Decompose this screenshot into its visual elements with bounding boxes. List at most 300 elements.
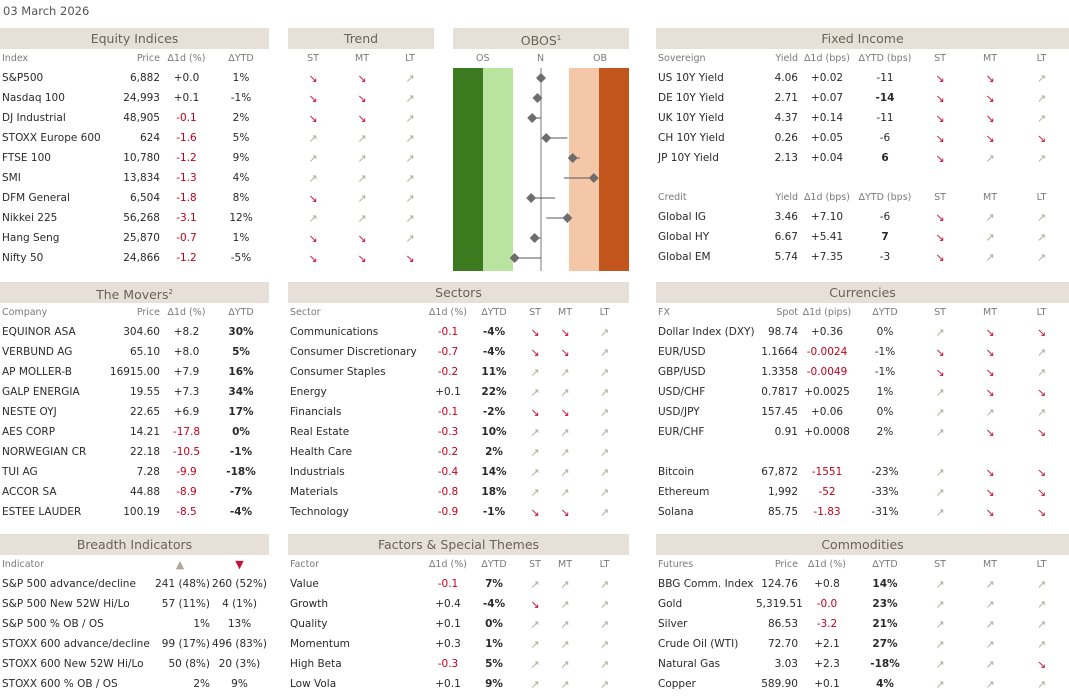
arrow-up-icon: ↗ [985,657,995,671]
trend-arrow-cell [914,148,966,168]
trend-arrow-cell [338,68,386,88]
trend-arrow-cell [914,322,966,342]
row-label: Industrials [290,466,345,478]
column-header: ∆YTD [228,307,254,318]
trend-arrow-cell [1014,207,1069,227]
cell-value: 241 (48%) [155,578,210,590]
trend-arrow-cell [288,128,338,148]
cell-value: 2% [193,678,210,690]
cell-value: +0.0 [173,72,200,84]
obos-ob-label: OB [593,53,607,64]
arrow-up-icon: ↗ [935,465,945,479]
row-label: STOXX 600 New 52W Hi/Lo [2,658,144,670]
column-header: ST [934,53,946,64]
trend-arrow-cell [1014,148,1069,168]
trend-arrow-cell [550,502,580,522]
cell-value: +7.10 [810,211,844,223]
arrow-down-icon: ↘ [1036,485,1047,499]
cell-value: +0.1 [173,92,200,104]
cell-value: +0.06 [810,406,844,418]
cell-value: -1% [230,92,252,104]
arrow-up-icon: ↗ [560,657,570,671]
trend-arrow-cell [914,482,966,502]
arrow-up-icon: ↗ [560,617,570,631]
trend-arrow-cell [914,614,966,634]
arrow-down-icon: ↘ [530,505,540,519]
row-label: Financials [290,406,342,418]
table-row [288,108,434,128]
cell-value: 25,870 [123,232,160,244]
trend-arrow-cell [550,614,580,634]
cell-value: 1% [876,386,894,398]
trend-arrow-cell [580,342,629,362]
table-row [288,88,434,108]
cell-value: -0.0024 [806,346,848,358]
column-header: MT [558,559,572,570]
obos-point-marker [530,233,540,243]
trend-arrow-cell [550,322,580,342]
obos-n-label: N [537,53,545,64]
trend-arrow-cell [914,594,966,614]
arrow-down-icon: ↘ [530,345,540,359]
row-label: UK 10Y Yield [658,112,725,124]
column-header: MT [983,559,997,570]
cell-value: 10,780 [123,152,160,164]
trend-arrow-cell [1014,342,1069,362]
table-row [288,402,629,422]
trend-arrow-cell [288,248,338,268]
column-header: ∆YTD [228,53,254,64]
cell-value: 20 (3%) [218,658,261,670]
trend-arrow-cell [914,422,966,442]
cell-value: 24,993 [123,92,160,104]
cell-value: 1.1664 [761,346,798,358]
trend-arrow-cell [550,402,580,422]
arrow-up-icon: ↗ [308,131,318,145]
trend-arrow-cell [288,88,338,108]
arrow-up-icon: ↗ [599,345,610,359]
table-row [0,594,269,614]
row-label: Crude Oil (WTI) [658,638,739,650]
arrow-up-icon: ↗ [1036,597,1047,611]
arrow-up-icon: ↗ [1036,111,1047,125]
cell-value: +0.05 [810,132,844,144]
arrow-up-icon: ↗ [530,365,540,379]
trend-arrow-cell [1014,402,1069,422]
trend-arrow-cell [966,594,1014,614]
cell-value: 2.13 [774,152,798,164]
trend-arrow-cell [520,322,550,342]
table-row [656,148,1069,168]
trend-arrow-cell [580,502,629,522]
arrow-down-icon: ↘ [935,210,945,224]
arrow-up-icon: ↗ [560,677,570,691]
arrow-up-icon: ↗ [405,91,415,105]
cell-value: 7% [485,578,503,590]
cell-value: 14.21 [129,426,160,438]
trend-arrow-cell [550,382,580,402]
arrow-down-icon: ↘ [985,91,995,105]
table-row [656,614,1069,634]
cell-value: 85.75 [767,506,798,518]
trend-arrow-cell [386,148,434,168]
arrow-up-icon: ↗ [935,577,945,591]
cell-value: -4% [482,346,506,358]
table-row [288,614,629,634]
column-header: Factor [290,559,320,570]
arrow-down-icon: ↘ [985,365,995,379]
arrow-up-icon: ↗ [985,597,995,611]
column-header: Sovereign [658,53,706,64]
cell-value: 16915.00 [109,366,160,378]
trend-arrow-cell [520,502,550,522]
arrow-up-icon: ↗ [935,657,945,671]
arrow-down-icon: ↘ [357,231,367,245]
cell-value: 56,268 [123,212,160,224]
arrow-down-icon: ↘ [560,405,570,419]
table-row [0,614,269,634]
trend-arrow-cell [966,654,1014,674]
column-header: LT [1036,559,1047,570]
cell-value: 1% [485,638,503,650]
row-label: SMI [2,172,21,184]
cell-value [756,442,798,462]
column-header: ∆YTD (bps) [858,53,912,64]
arrow-up-icon: ↗ [560,485,570,499]
table-row [0,128,269,148]
equity-indices-panel [0,28,269,268]
column-header-row [656,49,1069,68]
arrow-up-icon: ↗ [357,131,367,145]
trend-arrow-cell [580,402,629,422]
table-row [288,228,434,248]
cell-value: 5% [485,658,503,670]
arrow-down-icon: ↘ [308,111,318,125]
column-header-row [656,555,1069,574]
trend-arrow-cell [914,674,966,694]
arrow-down-icon: ↘ [560,345,570,359]
trend-arrow-cell [550,422,580,442]
column-header: ∆YTD [481,559,507,570]
empty-cell [966,442,1014,462]
row-label: Nikkei 225 [2,212,58,224]
cell-value: 9% [232,152,250,164]
column-header: Indicator [2,559,44,570]
trend-arrow-cell [966,422,1014,442]
trend-arrow-cell [1014,68,1069,88]
arrow-down-icon: ↘ [530,597,540,611]
row-label: Low Vola [290,678,337,690]
cell-value: -8.9 [176,486,197,498]
cell-value: 5% [232,346,250,358]
column-header: LT [1036,53,1047,64]
trend-arrow-cell [338,208,386,228]
table-row [656,654,1069,674]
arrow-up-icon: ↗ [935,485,945,499]
trend-arrow-cell [914,634,966,654]
arrow-up-icon: ↗ [599,577,610,591]
column-header: Futures [658,559,694,570]
cell-value: 0% [876,406,894,418]
cell-value: 30% [228,326,254,338]
row-label: Global EM [658,251,711,263]
arrow-down-icon: ↘ [985,71,995,85]
cell-value: 10% [481,426,507,438]
table-row [0,322,269,342]
movers-footnote-mark: 2 [168,288,173,296]
row-label: Growth [290,598,329,610]
table-row [656,342,1069,362]
row-label: VERBUND AG [2,346,73,358]
trend-arrow-cell [520,482,550,502]
arrow-up-icon: ↗ [560,577,570,591]
cell-value: -4% [229,506,253,518]
table-row [288,674,629,694]
trend-arrow-cell [966,108,1014,128]
arrow-up-icon: ↗ [405,171,415,185]
trend-arrow-cell [338,248,386,268]
cell-value: 6,882 [129,72,160,84]
trend-arrow-cell [966,88,1014,108]
table-row [288,442,629,462]
cell-value: 22.18 [129,446,160,458]
trend-arrow-cell [966,674,1014,694]
table-row [288,654,629,674]
cell-value: -0.1 [437,578,459,590]
trend-arrow-cell [580,654,629,674]
trend-arrow-cell [966,362,1014,382]
column-header: ∆1d (bps) [804,192,850,203]
cell-value: +0.3 [435,638,461,650]
table-row [0,188,269,208]
table-row [288,462,629,482]
table-row [656,88,1069,108]
cell-value: -5% [230,252,252,264]
column-header-row [656,188,1069,207]
trend-arrow-cell [520,614,550,634]
trend-arrow-cell [1014,462,1069,482]
cell-value: +5.41 [810,231,844,243]
arrow-up-icon: ↗ [599,365,610,379]
arrow-up-icon: ↗ [935,617,945,631]
cell-value: 13,834 [123,172,160,184]
row-label: STOXX 600 advance/decline [2,638,150,650]
arrow-down-icon: ↘ [1036,657,1047,671]
column-header-row [0,555,269,574]
trend-arrow-cell [386,188,434,208]
cell-value: -9.9 [176,466,197,478]
cell-value: +0.1 [814,678,840,690]
row-label: Natural Gas [658,658,721,670]
cell-value: -14 [875,92,895,104]
arrow-up-icon: ↗ [1036,71,1047,85]
column-header: Spot [776,307,798,318]
cell-value: -0.8 [437,486,459,498]
trend-arrow-cell [914,654,966,674]
os-band [483,68,513,271]
trend-arrow-cell [914,402,966,422]
cell-value: 4.37 [774,112,798,124]
cell-value: 9% [231,678,248,690]
trend-arrow-cell [386,168,434,188]
arrow-up-icon: ↗ [599,637,610,651]
arrow-up-icon: ↗ [308,211,318,225]
trend-arrow-cell [966,634,1014,654]
table-row [656,634,1069,654]
arrow-down-icon: ↘ [357,251,367,265]
cell-value: 22% [481,386,507,398]
trend-arrow-cell [1014,614,1069,634]
row-label: Copper [658,678,696,690]
cell-value: -23% [871,466,899,478]
row-label: Gold [658,598,683,610]
table-row [288,168,434,188]
cell-value: 22.65 [129,406,160,418]
arrow-up-icon: ↗ [599,505,610,519]
arrow-up-icon: ↗ [985,210,995,224]
trend-arrow-cell [520,442,550,462]
row-label: Materials [290,486,339,498]
trend-arrow-cell [550,594,580,614]
arrow-up-icon: ↗ [530,445,540,459]
arrow-up-icon: ↗ [935,385,945,399]
cell-value: 16% [228,366,254,378]
trend-arrow-cell [966,462,1014,482]
column-header: ∆1d (%) [808,559,846,570]
arrow-up-icon: ↗ [599,385,610,399]
cell-value [856,442,914,462]
column-header-row [656,303,1069,322]
table-row [0,574,269,594]
cell-value: 624 [139,132,160,144]
row-label: STOXX Europe 600 [2,132,101,144]
column-header: ST [934,559,946,570]
cell-value: -0.7 [176,232,197,244]
row-label: Energy [290,386,327,398]
row-label: S&P 500 advance/decline [2,578,136,590]
table-row [656,382,1069,402]
cell-value: 57 (11%) [161,598,210,610]
table-row [656,128,1069,148]
obos-title: OBOS [520,33,557,49]
table-row [0,402,269,422]
arrow-down-icon: ↘ [935,131,945,145]
column-header: ∆1d (%) [429,559,467,570]
cell-value: +8.0 [173,346,200,358]
cell-value: +2.3 [814,658,840,670]
trend-arrow-cell [580,362,629,382]
trend-arrow-cell [520,382,550,402]
row-label: Nasdaq 100 [2,92,65,104]
fixed-income-panel [656,28,1069,267]
trend-arrow-cell [914,108,966,128]
trend-arrow-cell [550,442,580,462]
arrow-up-icon: ↗ [599,597,610,611]
trend-arrow-cell [966,322,1014,342]
table-row [0,248,269,268]
trend-arrow-cell [288,208,338,228]
trend-arrow-cell [1014,674,1069,694]
arrow-up-icon: ↗ [599,325,610,339]
commodities-header: Commodities [656,534,1069,555]
arrow-up-icon: ↗ [530,425,540,439]
table-row [656,402,1069,422]
row-label: S&P 500 New 52W Hi/Lo [2,598,130,610]
arrow-up-icon: ↗ [985,230,995,244]
trend-arrow-cell [914,88,966,108]
arrow-down-icon: ↘ [405,251,415,265]
arrow-up-icon: ↗ [1036,345,1047,359]
cell-value: 24,866 [123,252,160,264]
cell-value: 14% [481,466,507,478]
row-label: Consumer Discretionary [290,346,417,358]
trend-arrow-cell [386,108,434,128]
cell-value: +8.2 [173,326,200,338]
column-header: LT [405,53,415,64]
row-label: ESTEE LAUDER [2,506,82,518]
cell-value: +2.1 [814,638,840,650]
table-row [0,654,269,674]
row-label: Ethereum [658,486,710,498]
trend-arrow-cell [914,247,966,267]
cell-value: -0.3 [437,426,459,438]
arrow-up-icon: ↗ [357,211,367,225]
column-header: ∆YTD [872,559,898,570]
currencies-panel [656,282,1069,522]
arrow-up-icon: ↗ [935,405,945,419]
arrow-up-icon: ↗ [599,425,610,439]
trend-arrow-cell [914,462,966,482]
column-header: Price [136,307,160,318]
ob-strong-band [599,68,629,271]
row-label: Health Care [290,446,353,458]
cell-value: 0.26 [774,132,798,144]
arrow-up-icon: ↗ [599,465,610,479]
arrow-up-icon: ↗ [530,657,540,671]
arrow-down-icon: ↘ [1036,505,1047,519]
row-label: Real Estate [290,426,350,438]
cell-value: +0.04 [810,152,844,164]
row-label: Dollar Index (DXY) [658,326,755,338]
trend-arrow-cell [386,228,434,248]
trend-arrow-cell [966,574,1014,594]
column-header: Company [2,307,48,318]
trend-arrow-cell [1014,108,1069,128]
table-row [0,462,269,482]
column-header: ∆YTD [872,307,898,318]
row-label: Momentum [290,638,350,650]
trend-arrow-cell [550,674,580,694]
cell-value: -1551 [811,466,843,478]
arrow-up-icon: ↗ [560,637,570,651]
arrow-down-icon: ↘ [935,345,945,359]
trend-arrow-cell [520,422,550,442]
arrow-up-icon: ↗ [985,577,995,591]
row-label: USD/JPY [658,406,700,418]
trend-panel [288,28,434,268]
movers-panel [0,282,269,522]
cell-value: -3.2 [816,618,838,630]
trend-arrow-cell [520,634,550,654]
table-row [656,422,1069,442]
cell-value: 5% [232,132,250,144]
table-row [656,227,1069,247]
arrow-up-icon: ↗ [985,677,995,691]
column-header-row [0,49,269,68]
cell-value: -1.83 [813,506,841,518]
cell-value: -17.8 [172,426,201,438]
table-row [656,574,1069,594]
